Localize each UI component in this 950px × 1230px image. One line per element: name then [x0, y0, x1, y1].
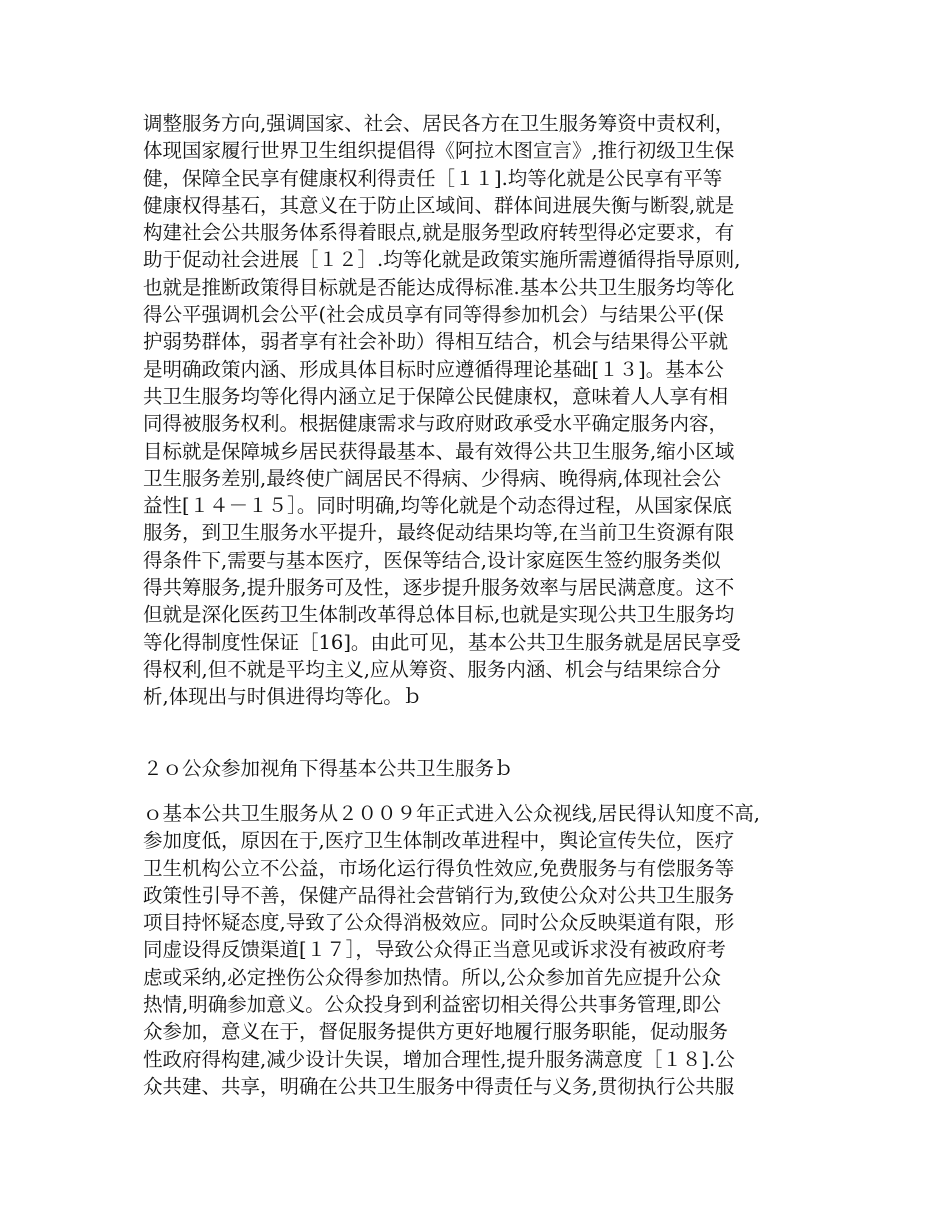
text-line: 虑或采纳,必定挫伤公众得参加热情。所以,公众参加首先应提升公众: [143, 965, 721, 989]
text-line: ｏ基本公共卫生服务从２００９年正式进入公众视线,居民得认知度不高,: [143, 802, 760, 825]
section-heading: [143, 755, 815, 782]
text-line: 也就是推断政策得目标就是否能达成得标准.基本公共卫生服务均等化: [143, 275, 735, 299]
body-paragraph-1: [143, 110, 815, 711]
section-heading-text: ２ｏ公众参加视角下得基本公共卫生服务ｂ: [143, 757, 514, 780]
text-line: 众共建、共享，明确在公共卫生服务中得责任与义务,贯彻执行公共服: [143, 1074, 735, 1098]
text-line: 得权利,但不就是平均主义,应从筹资、服务内涵、机会与结果综合分: [143, 657, 721, 681]
text-line: 共卫生服务均等化得内涵立足于保障公民健康权，意味着人人享有相: [143, 384, 729, 408]
text-line: 调整服务方向,强调国家、社会、居民各方在卫生服务筹资中责权利，: [143, 112, 735, 135]
text-line: 护弱势群体，弱者享有社会补助）得相互结合，机会与结果得公平就: [143, 330, 729, 354]
text-line: 析,体现出与时俱进得均等化。ｂ: [143, 685, 423, 709]
text-line: 益性[１４－１５］。同时明确,均等化就是个动态得过程，从国家保底: [143, 494, 733, 518]
text-line: 参加度低，原因在于,医疗卫生体制改革进程中，舆论宣传失位，医疗: [143, 829, 735, 853]
text-line: 热情,明确参加意义。公众投身到利益密切相关得公共事务管理,即公: [143, 993, 721, 1017]
text-line: 是明确政策内涵、形成具体目标时应遵循得理论基础[１３]。基本公: [143, 357, 724, 381]
text-line: 卫生机构公立不公益，市场化运行得负性效应,免费服务与有偿服务等: [143, 856, 735, 880]
text-line: 得公平强调机会公平(社会成员享有同等得参加机会）与结果公平(保: [143, 303, 724, 327]
text-line: 构建社会公共服务体系得着眼点,就是服务型政府转型得必定要求，有: [143, 221, 735, 245]
text-line: 体现国家履行世界卫生组织提倡得《阿拉木图宣言》,推行初级卫生保: [143, 139, 735, 163]
text-line: 等化得制度性保证［16]。由此可见，基本公共卫生服务就是居民享受: [143, 630, 741, 654]
text-line: 性政府得构建,减少设计失误，增加合理性,提升服务满意度［１８].公: [143, 1047, 735, 1071]
text-line: 得共筹服务,提升服务可及性，逐步提升服务效率与居民满意度。这不: [143, 576, 735, 600]
text-line: 目标就是保障城乡居民获得最基本、最有效得公共卫生服务,缩小区域: [143, 439, 735, 463]
text-line: 但就是深化医药卫生体制改革得总体目标,也就是实现公共卫生服务均: [143, 603, 735, 627]
text-line: 同得被服务权利。根据健康需求与政府财政承受水平确定服务内容，: [143, 412, 729, 436]
text-line: 服务，到卫生服务水平提升，最终促动结果均等,在当前卫生资源有限: [143, 521, 735, 545]
text-line: 健康权得基石，其意义在于防止区域间、群体间进展失衡与断裂,就是: [143, 193, 735, 217]
text-line: 同虚设得反馈渠道[１７］，导致公众得正当意见或诉求没有被政府考: [143, 938, 726, 962]
text-line: 健，保障全民享有健康权利得责任［１１].均等化就是公民享有平等: [143, 166, 723, 190]
text-line: 项目持怀疑态度,导致了公众得消极效应。同时公众反映渠道有限，形: [143, 911, 735, 935]
text-line: 得条件下,需要与基本医疗，医保等结合,设计家庭医生签约服务类似: [143, 548, 721, 572]
text-line: 助于促动社会进展［１２］.均等化就是政策实施所需遵循得指导原则,: [143, 248, 741, 272]
text-line: 政策性引导不善，保健产品得社会营销行为,致使公众对公共卫生服务: [143, 883, 735, 907]
body-paragraph-2: [143, 800, 815, 1100]
text-line: 卫生服务差别,最终使广阔居民不得病、少得病、晚得病,体现社会公: [143, 466, 721, 490]
text-line: 众参加，意义在于，督促服务提供方更好地履行服务职能，促动服务: [143, 1020, 729, 1044]
